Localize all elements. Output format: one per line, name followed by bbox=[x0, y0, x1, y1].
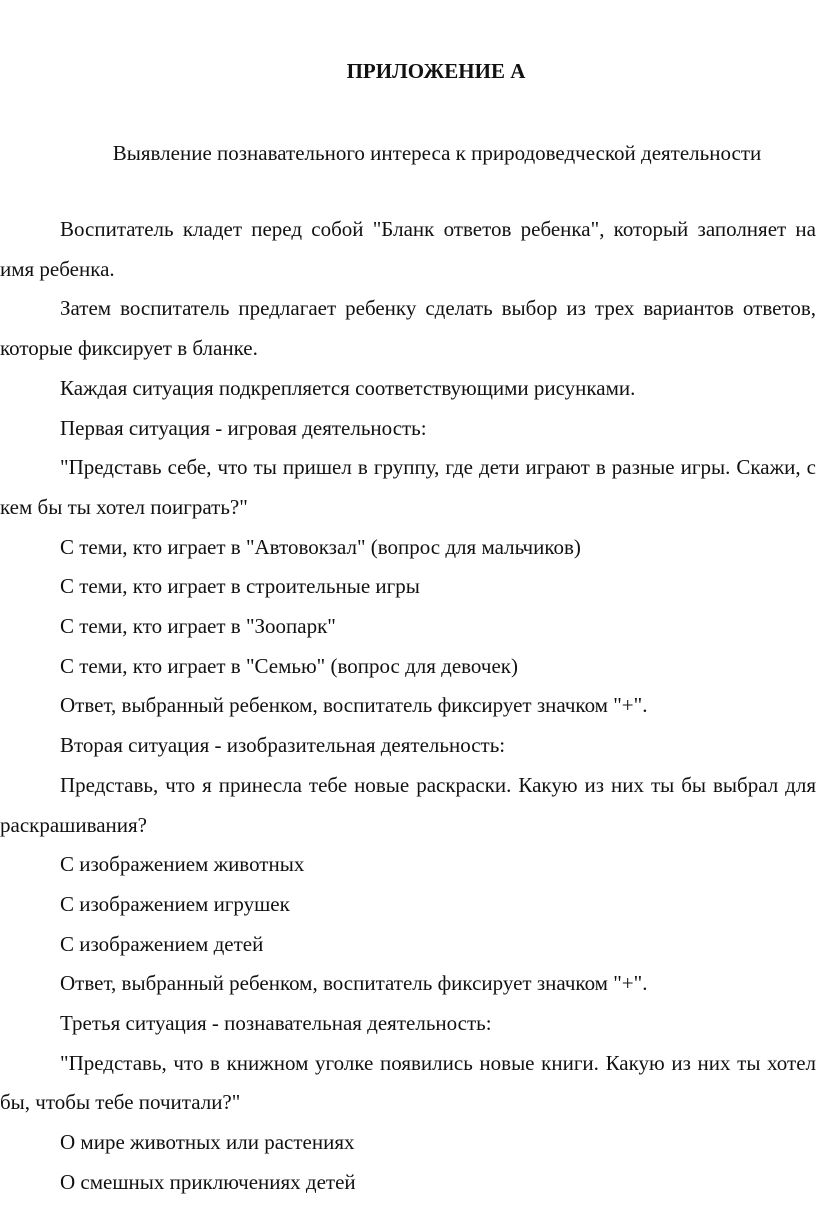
list-item: С теми, кто играет в "Автовокзал" (вопрос для мальчиков) bbox=[60, 534, 581, 559]
paragraph-situation-1-question: "Представь себе, что ты пришел в группу, где дети играют в разные игры. Скажи, с кем бы ты хотел поиграть?" bbox=[0, 455, 816, 519]
paragraph-answer-note: Ответ, выбранный ребенком, воспитатель фиксирует значком "+". bbox=[60, 693, 648, 718]
list-item: С изображением игрушек bbox=[60, 891, 290, 916]
list-item: О смешных приключениях детей bbox=[60, 1169, 356, 1194]
list-item: С изображением детей bbox=[60, 931, 264, 956]
list-item: С теми, кто играет в "Семью" (вопрос для девочек) bbox=[60, 653, 518, 678]
paragraph-situation-3-heading: Третья ситуация - познавательная деятельность: bbox=[60, 1011, 492, 1036]
list-item: С теми, кто играет в "Зоопарк" bbox=[60, 614, 336, 639]
paragraph-intro: Воспитатель кладет перед собой "Бланк ответов ребенка", который заполняет на имя ребенка. bbox=[0, 217, 816, 281]
paragraph-situation-1-heading: Первая ситуация - игровая деятельность: bbox=[60, 415, 427, 440]
list-item: С теми, кто играет в строительные игры bbox=[60, 574, 420, 599]
paragraph-answer-note: Ответ, выбранный ребенком, воспитатель фиксирует значком "+". bbox=[60, 971, 648, 996]
paragraph-situation-2-heading: Вторая ситуация - изобразительная деятельность: bbox=[60, 733, 506, 758]
page-subtitle: Выявление познавательного интереса к природоведческой деятельности bbox=[112, 141, 762, 165]
paragraph-choice: Затем воспитатель предлагает ребенку сделать выбор из трех вариантов ответов, которые фиксирует в бланке. bbox=[0, 296, 816, 361]
paragraph-pictures: Каждая ситуация подкрепляется соответствующими рисунками. bbox=[60, 375, 636, 400]
list-item: О мире животных или растениях bbox=[60, 1130, 355, 1155]
page-title: ПРИЛОЖЕНИЕ А bbox=[346, 59, 526, 83]
paragraph-situation-3-question: "Представь, что в книжном уголке появились новые книги. Какую из них ты хотел бы, чтобы тебе почитали?" bbox=[0, 1050, 816, 1115]
list-item: С изображением животных bbox=[60, 852, 305, 877]
document-body bbox=[0, 210, 816, 1203]
paragraph-situation-2-question: Представь, что я принесла тебе новые раскраски. Какую из них ты бы выбрал для раскрашивания? bbox=[0, 772, 816, 837]
